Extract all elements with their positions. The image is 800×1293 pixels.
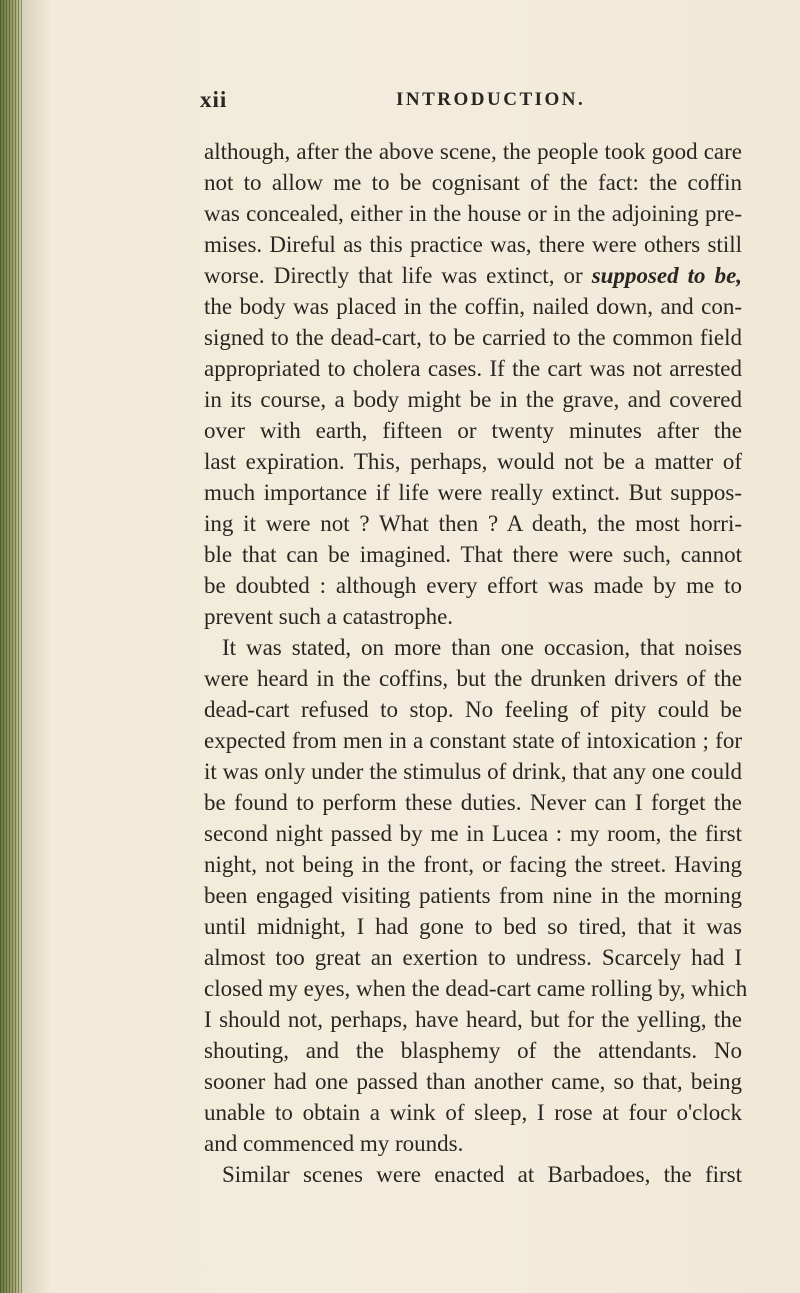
text-line: signed to the dead-cart, to be carried to the common field <box>204 325 742 350</box>
text-line: the body was placed in the coffin, nailed down, and con- <box>204 294 742 319</box>
book-spine <box>0 0 22 1293</box>
text-line: It was stated, on more than one occasion, that noises <box>222 635 742 660</box>
text-line: I should not, perhaps, have heard, but for the yelling, the <box>204 1007 742 1032</box>
text-line: over with earth, fifteen or twenty minutes after the <box>204 418 742 443</box>
text-line: sooner had one passed than another came, so that, being <box>204 1069 742 1094</box>
text-line: not to allow me to be cognisant of the fact: the coffin <box>204 170 742 195</box>
text-line: ble that can be imagined. That there were such, cannot <box>204 542 742 567</box>
text-line: dead-cart refused to stop. No feeling of pity could be <box>204 697 742 722</box>
text-line: although, after the above scene, the people took good care <box>204 139 742 164</box>
gutter-shadow <box>22 0 52 1293</box>
text-line: were heard in the coffins, but the drunken drivers of the <box>204 666 742 691</box>
text-line: appropriated to cholera cases. If the cart was not arrested <box>204 356 742 381</box>
text-line: night, not being in the front, or facing the street. Having <box>204 852 742 877</box>
text-line <box>204 260 742 291</box>
text-line: was concealed, either in the house or in the adjoining pre- <box>204 201 742 226</box>
text-line: expected from men in a constant state of intoxication ; for <box>204 728 742 753</box>
text-line: much importance if life were really extinct. But suppos- <box>204 480 742 505</box>
text-line: in its course, a body might be in the grave, and covered <box>204 387 742 412</box>
text-line: mises. Direful as this practice was, there were others still <box>204 232 742 257</box>
text-line: until midnight, I had gone to bed so tired, that it was <box>204 914 742 939</box>
text-line: shouting, and the blasphemy of the attendants. No <box>204 1038 742 1063</box>
text-line: closed my eyes, when the dead-cart came rolling by, which <box>204 976 748 1001</box>
page-header <box>0 87 800 117</box>
text-line: and commenced my rounds. <box>204 1131 464 1156</box>
running-head: INTRODUCTION. <box>396 89 586 110</box>
text-line: been engaged visiting patients from nine in the morning <box>204 883 742 908</box>
text-line: almost too great an exertion to undress. Scarcely had I <box>204 945 742 970</box>
text-line: second night passed by me in Lucea : my room, the first <box>204 821 742 846</box>
text-line: be found to perform these duties. Never can I forget the <box>204 790 742 815</box>
text-segment: worse. Directly that life was extinct, or <box>204 263 583 288</box>
emphasis-text: supposed to be, <box>591 263 743 288</box>
text-line: ing it were not ? What then ? A death, the most horri- <box>204 511 742 536</box>
page-number: xii <box>200 87 228 112</box>
text-line: be doubted : although every effort was made by me to <box>204 573 742 598</box>
body-text <box>204 136 748 1190</box>
text-line: unable to obtain a wink of sleep, I rose at four o'clock <box>204 1100 742 1125</box>
text-line: it was only under the stimulus of drink, that any one could <box>204 759 742 784</box>
text-line: Similar scenes were enacted at Barbadoes, the first <box>222 1162 742 1187</box>
text-line: last expiration. This, perhaps, would not be a matter of <box>204 449 742 474</box>
text-line: prevent such a catastrophe. <box>204 604 454 629</box>
